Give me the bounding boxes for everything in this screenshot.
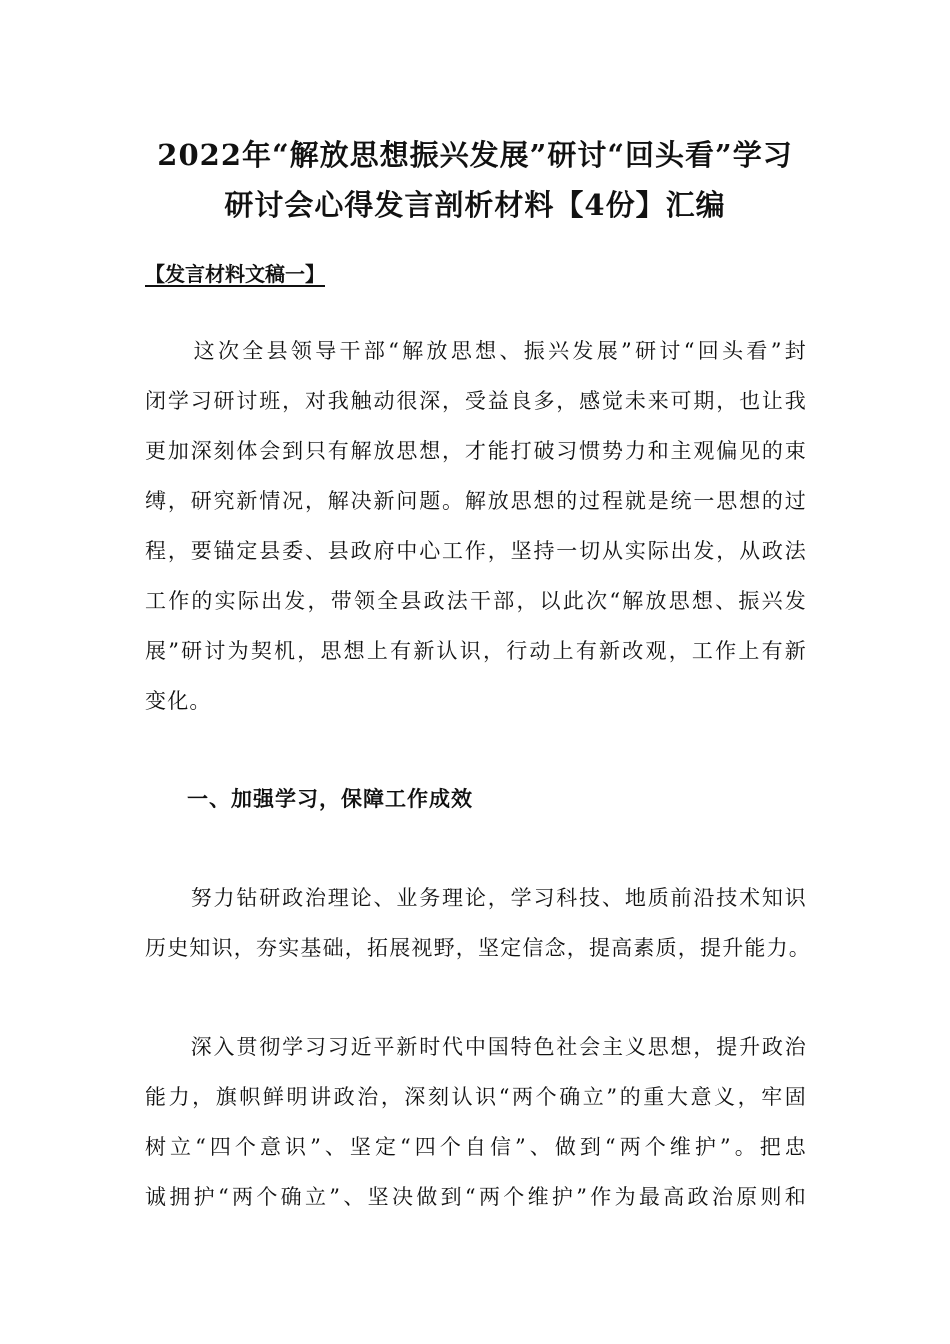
text-line: 闭学习研讨班，对我触动很深，受益良多，感觉未来可期，也让我	[145, 389, 807, 413]
text-line: 诚拥护“两个确立”、坚决做到“两个维护”作为最高政治原则和	[145, 1185, 807, 1209]
paragraph-study	[145, 873, 811, 973]
text-line: 更加深刻体会到只有解放思想，才能打破习惯势力和主观偏见的束	[145, 439, 807, 463]
text-line: 历史知识，夯实基础，拓展视野，坚定信念，提高素质，提升能力。	[145, 936, 811, 960]
text-line: 能力，旗帜鲜明讲政治，深刻认识“两个确立”的重大意义，牢固	[145, 1085, 807, 1109]
section-label: 【发言材料文稿一】	[145, 262, 325, 286]
text-line: 工作的实际出发，带领全县政法干部，以此次“解放思想、振兴发	[145, 589, 807, 613]
text-line: 努力钻研政治理论、业务理论，学习科技、地质前沿技术知识	[145, 886, 807, 910]
text-line: 缚，研究新情况，解决新问题。解放思想的过程就是统一思想的过	[145, 489, 807, 513]
text-line: 树立“四个意识”、坚定“四个自信”、做到“两个维护”。把忠	[145, 1135, 807, 1159]
section-heading: 一、加强学习，保障工作成效	[187, 786, 473, 811]
text-line: 程，要锚定县委、县政府中心工作，坚持一切从实际出发，从政法	[145, 539, 807, 563]
text-line: 变化。	[145, 689, 212, 713]
text-line: 展”研讨为契机，思想上有新认识，行动上有新改观，工作上有新	[145, 639, 807, 663]
title-line: 2022年“解放思想振兴发展”研讨“回头看”学习	[157, 138, 793, 172]
title-line: 研讨会心得发言剖析材料【4份】汇编	[224, 188, 726, 222]
paragraph-thought	[145, 1022, 807, 1222]
document-title	[120, 130, 830, 230]
text-line: 这次全县领导干部“解放思想、振兴发展”研讨“回头看”封	[145, 339, 807, 363]
paragraph-intro	[145, 326, 807, 726]
text-line: 深入贯彻学习习近平新时代中国特色社会主义思想，提升政治	[145, 1035, 807, 1059]
